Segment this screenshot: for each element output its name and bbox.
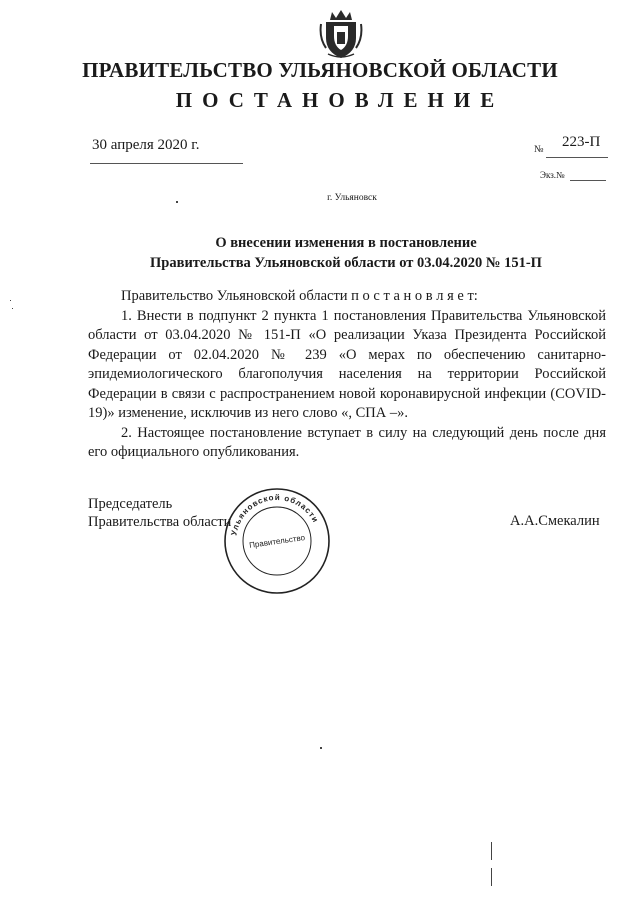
- copy-number-underline: [570, 180, 606, 181]
- signer-position-line-2: Правительства области: [88, 514, 232, 530]
- copy-number-label: Экз.№: [540, 170, 565, 180]
- number-underline: [546, 157, 608, 158]
- resolution-item-2: 2. Настоящее постановление вступает в силу на следующий день после дня его официального опубликования.: [88, 424, 606, 460]
- city-name: г. Ульяновск: [327, 193, 377, 203]
- document-type-title: ПОСТАНОВЛЕНИЕ: [175, 88, 505, 112]
- date-underline: [90, 163, 243, 164]
- signer-position-line-1: Председатель: [88, 496, 173, 512]
- seal-center-text: Правительство: [248, 533, 306, 550]
- subject-line-1: О внесении изменения в постановление: [215, 235, 477, 251]
- document-number: 223-П: [562, 134, 601, 150]
- scan-line: [491, 842, 492, 860]
- official-seal-icon: [222, 486, 332, 596]
- scan-speck: [12, 308, 13, 309]
- resolution-item-1: 1. Внести в подпункт 2 пункта 1 постановления Правительства Ульяновской области от 03.04.2020 № 151-П «О реализации Указа Президента Российской Федерации от 02.04.2020 № 239 «О мерах по обеспечению санитарно-эпидемиологического благополучия населения на территории Российской Федерации в связи с распространением новой коронавирусной инфекции (COVID-19)» изменение, исключив из него слово «, СПА –».: [88, 307, 606, 421]
- scan-speck: [176, 201, 178, 203]
- number-prefix: №: [534, 144, 544, 155]
- svg-text:Ульяновской области: [229, 493, 320, 536]
- document-date: 30 апреля 2020 г.: [92, 137, 200, 153]
- coat-of-arms-icon: [318, 8, 364, 60]
- government-name: ПРАВИТЕЛЬСТВО УЛЬЯНОВСКОЙ ОБЛАСТИ: [82, 58, 558, 82]
- scan-speck: [320, 747, 322, 749]
- resolution-intro: Правительство Ульяновской области п о с т а н о в л я е т:: [121, 288, 478, 304]
- seal-ring-text: Ульяновской области: [229, 492, 321, 537]
- signer-name: А.А.Смекалин: [510, 513, 600, 529]
- scan-speck: [10, 300, 11, 301]
- subject-line-2: Правительства Ульяновской области от 03.04.2020 № 151-П: [150, 255, 542, 271]
- scan-line: [491, 868, 492, 886]
- document-body: [88, 287, 606, 463]
